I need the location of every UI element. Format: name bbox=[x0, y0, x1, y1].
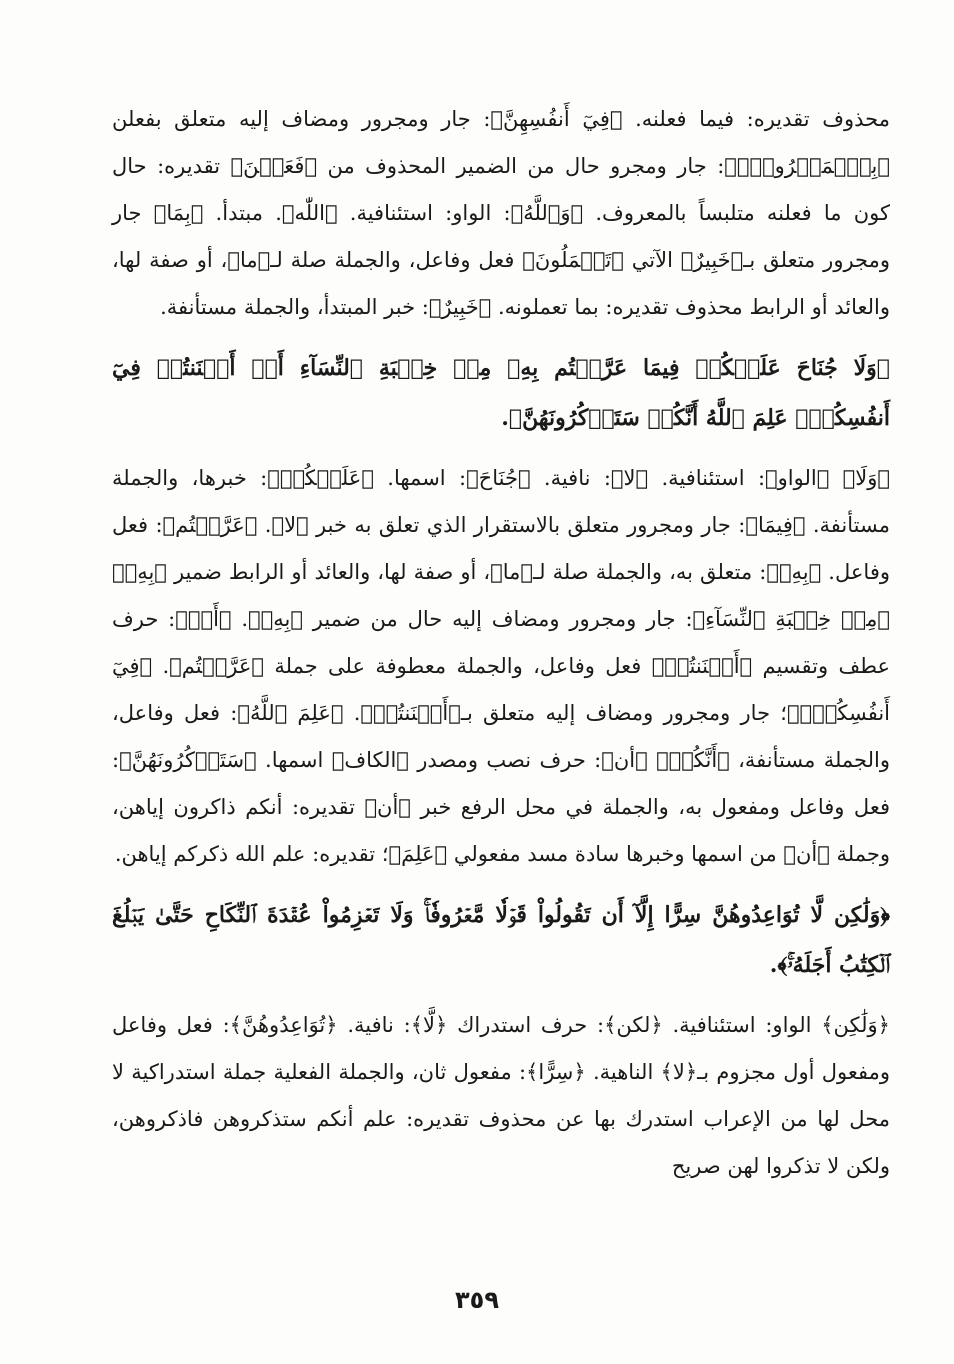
quran-verse-2: ﴿وَلَٰكِن لَّا تُوَاعِدُوهُنَّ سِرًّا إِلَّآ أَن تَقُولُواْ قَوۡلٗا مَّعۡرُوفٗاۚ وَلَا تَعۡزِمُواْ عُقۡدَةَ ٱلنِّكَاحِ حَتَّىٰ يَبۡلُغَ ٱلۡكِتَٰبُ أَجَلَهُۥۚ﴾. bbox=[112, 902, 890, 978]
page-number: ٣٥٩ bbox=[455, 1286, 499, 1314]
page-body bbox=[112, 96, 890, 1190]
spacer bbox=[112, 331, 890, 343]
spacer bbox=[112, 878, 890, 890]
spacer bbox=[112, 990, 890, 1002]
commentary-paragraph-2: ﴿وَلَا﴾ ﴿الواو﴾: استئنافية. ﴿لا﴾: نافية. ﴿جُنَاحَ﴾: اسمها. ﴿عَلَيۡكُمۡ﴾: خبرها، والجملة مستأنفة. ﴿فِيمَا﴾: جار ومجرور متعلق بالاستقرار الذي تعلق به خبر ﴿لا﴾. ﴿عَرَّضۡتُم﴾: فعل وفاعل. ﴿بِهِۦ﴾: متعلق به، والجملة صلة لـ﴿ما﴾، أو صفة لها، والعائد أو الرابط ضمير ﴿بِهِۦ﴾ ﴿مِنۡ خِطۡبَةِ ٱلنِّسَآءِ﴾: جار ومجرور ومضاف إليه حال من ضمير ﴿بِهِۦ﴾. ﴿أَوۡ﴾: حرف عطف وتقسيم ﴿أَكۡنَنتُمۡ﴾ فعل وفاعل، والجملة معطوفة على جملة ﴿عَرَّضۡتُم﴾. ﴿فِيٓ أَنفُسِكُمۡۚ﴾؛ جار ومجرور ومضاف إليه متعلق بـ﴿أَكۡنَنتُمۡ﴾. ﴿عَلِمَ ٱللَّهُ﴾: فعل وفاعل، والجملة مستأنفة، ﴿أَنَّكُمۡ﴾ ﴿أن﴾: حرف نصب ومصدر ﴿الكاف﴾ اسمها. ﴿سَتَذۡكُرُونَهُنَّ﴾: فعل وفاعل ومفعول به، والجملة في محل الرفع خبر ﴿أن﴾ تقديره: أنكم ذاكرون إياهن، وجملة ﴿أن﴾ من اسمها وخبرها سادة مسد مفعولي ﴿عَلِمَ﴾؛ تقديره: علم الله ذكركم إياهن. bbox=[112, 466, 891, 866]
spacer bbox=[112, 443, 890, 455]
commentary-paragraph-1: محذوف تقديره: فيما فعلنه. ﴿فِيٓ أَنفُسِهِنَّ﴾: جار ومجرور ومضاف إليه متعلق بفعلن ﴿بِٱلۡمَعۡرُوفِۗ﴾: جار ومجرو حال من الضمير المحذوف من ﴿فَعَلۡنَ﴾ تقديره: حال كون ما فعلنه متلبساً بالمعروف. ﴿وَٱللَّهُ﴾: الواو: استئنافية. ﴿اللّٰه﴾. مبتدأ. ﴿بِمَا﴾ جار ومجرور متعلق بـ﴿خَبِيرٌ﴾ الآتي ﴿تَعۡمَلُونَ﴾ فعل وفاعل، والجملة صلة لـ﴿ما﴾، أو صفة لها، والعائد أو الرابط محذوف تقديره: بما تعملونه. ﴿خَبِيرٌ﴾: خبر المبتدأ، والجملة مستأنفة. bbox=[112, 107, 890, 319]
commentary-paragraph-3: ﴿وَلَٰكِن﴾ الواو: استئنافية. ﴿لكن﴾: حرف استدراك ﴿لَّا﴾: نافية. ﴿تُوَاعِدُوهُنَّ﴾: فعل وفاعل ومفعول أول مجزوم بـ﴿لا﴾ الناهية. ﴿سِرًّا﴾: مفعول ثان، والجملة الفعلية جملة استدراكية لا محل لها من الإعراب استدرك بها عن محذوف تقديره: علم أنكم ستذكروهن فاذكروهن، ولكن لا تذكروا لهن صريح bbox=[112, 1013, 890, 1178]
quran-verse-1: ﴿وَلَا جُنَاحَ عَلَيۡكُمۡ فِيمَا عَرَّضۡتُم بِهِۦ مِنۡ خِطۡبَةِ ٱلنِّسَآءِ أَوۡ أَكۡنَنتُمۡ فِيٓ أَنفُسِكُمۡۚ عَلِمَ ٱللَّهُ أَنَّكُمۡ سَتَذۡكُرُونَهُنَّ﴾. bbox=[112, 355, 890, 431]
